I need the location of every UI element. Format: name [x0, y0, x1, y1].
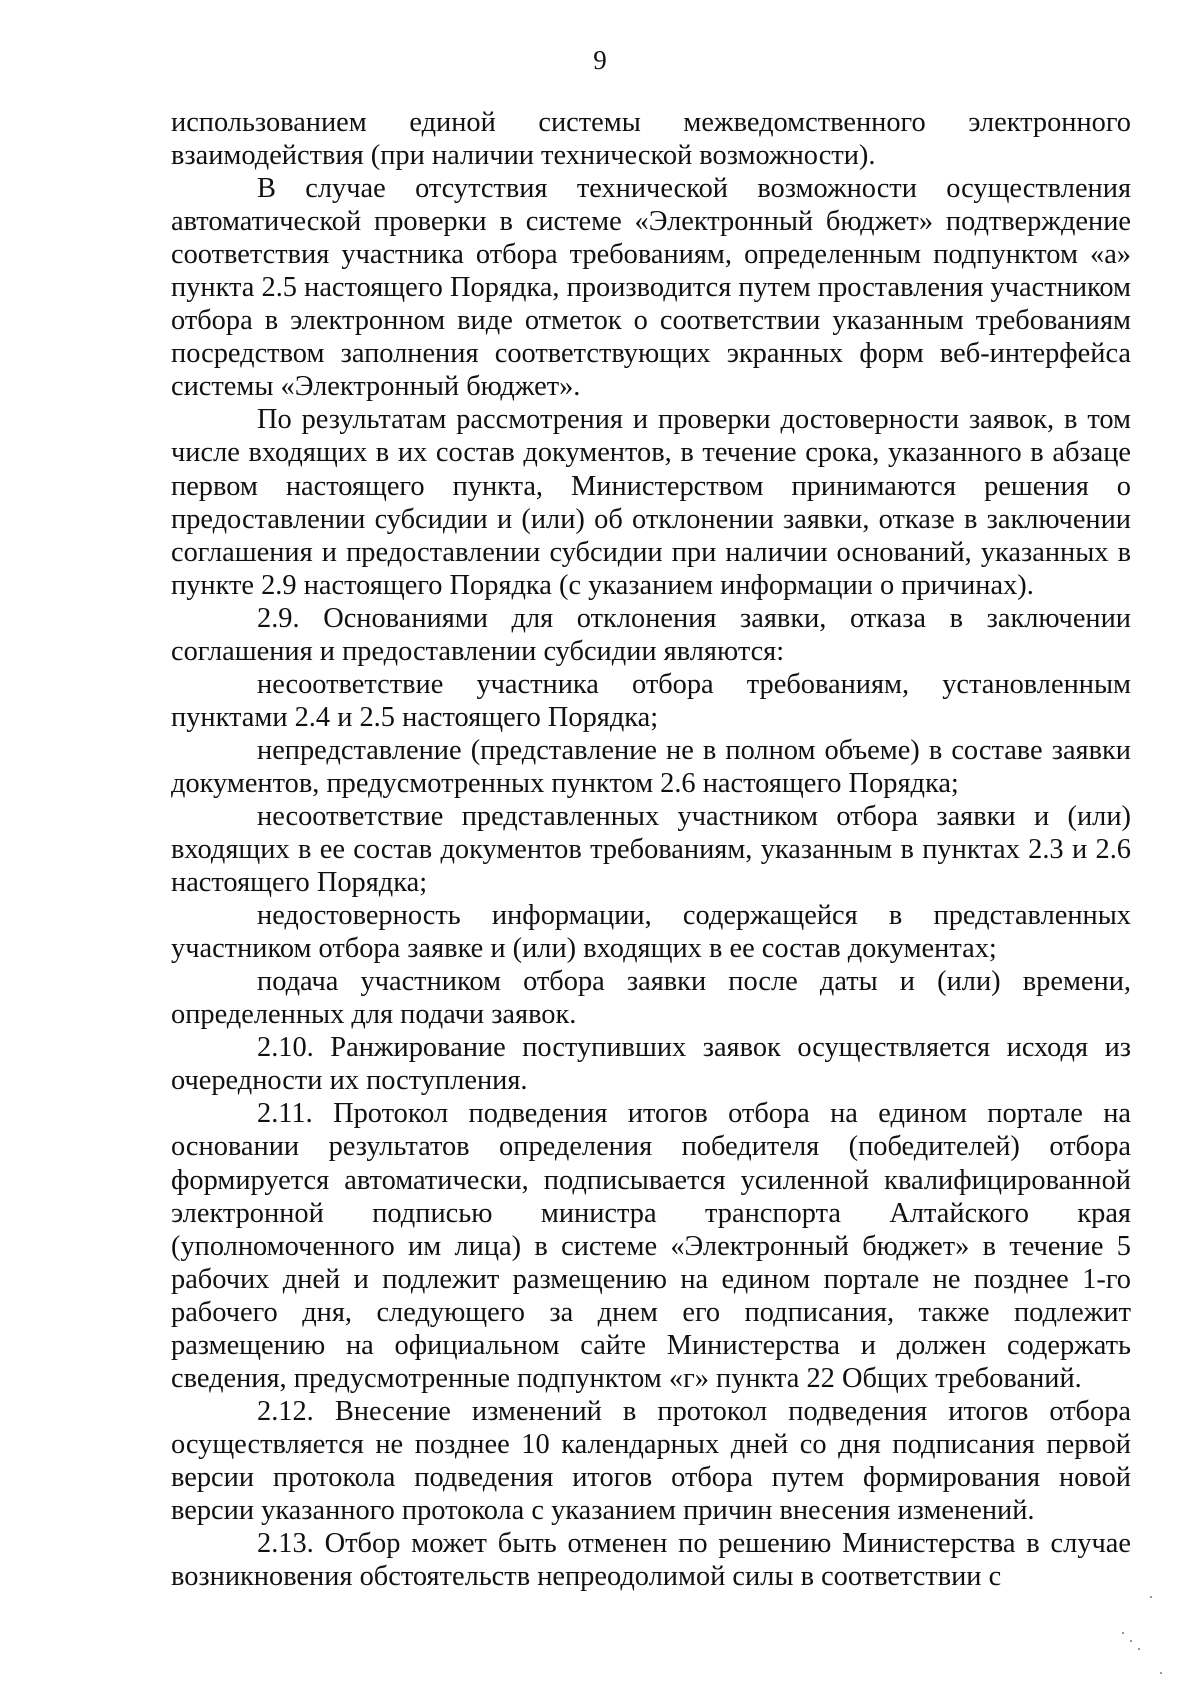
list-item: несоответствие участника отбора требованиям, установленным пунктами 2.4 и 2.5 настоящего Порядка; [171, 668, 1131, 733]
scan-speck [1130, 1640, 1132, 1642]
list-item: несоответствие представленных участником отбора заявки и (или) входящих в ее состав документов требованиям, указанным в пунктах 2.3 и 2.6 настоящего Порядка; [171, 800, 1131, 899]
document-body [171, 106, 1131, 1593]
paragraph: В случае отсутствия технической возможности осуществления автоматической проверки в системе «Электронный бюджет» подтверждение соответствия участника отбора требованиям, определенным подпунктом «а» пункта 2.5 настоящего Порядка, производится путем проставления участником отбора в электронном виде отметок о соответствии указанным требованиям посредством заполнения соответствующих экранных форм веб-интерфейса системы «Электронный бюджет». [171, 173, 1131, 403]
scan-speck [1160, 1672, 1162, 1674]
paragraph-clause-2-13: 2.13. Отбор может быть отменен по решению Министерства в случае возникновения обстоятельств непреодолимой силы в соответствии с [171, 1528, 1131, 1593]
scan-speck [1150, 1596, 1152, 1598]
paragraph-clause-2-12: 2.12. Внесение изменений в протокол подведения итогов отбора осуществляется не позднее 10 календарных дней со дня подписания первой версии протокола подведения итогов отбора путем формирования новой версии указанного протокола с указанием причин внесения изменений. [171, 1395, 1131, 1526]
paragraph-clause-2-10: 2.10. Ранжирование поступивших заявок осуществляется исходя из очередности их поступления. [171, 1032, 1131, 1097]
list-item: подача участником отбора заявки после даты и (или) времени, определенных для подачи заявок. [171, 966, 1131, 1031]
scan-speck [1122, 1632, 1124, 1634]
paragraph-clause-2-11: 2.11. Протокол подведения итогов отбора на едином портале на основании результатов определения победителя (победителей) отбора формируется автоматически, подписывается усиленной квалифицированной электронной подписью министра транспорта Алтайского края (уполномоченного им лица) в системе «Электронный бюджет» в течение 5 рабочих дней и подлежит размещению на едином портале не позднее 1-го рабочего дня, следующего за днем его подписания, также подлежит размещению на официальном сайте Министерства и должен содержать сведения, предусмотренные подпунктом «г» пункта 22 Общих требований. [171, 1098, 1131, 1394]
list-item: недостоверность информации, содержащейся в представленных участником отбора заявке и (или) входящих в ее состав документах; [171, 900, 1131, 965]
list-item: непредставление (представление не в полном объеме) в составе заявки документов, предусмотренных пунктом 2.6 настоящего Порядка; [171, 734, 1131, 799]
paragraph: использованием единой системы межведомственного электронного взаимодействия (при наличии технической возможности). [171, 107, 1131, 172]
scan-speck [1138, 1648, 1140, 1650]
page-number: 9 [593, 45, 607, 75]
paragraph: По результатам рассмотрения и проверки достоверности заявок, в том числе входящих в их состав документов, в течение срока, указанного в абзаце первом настоящего пункта, Министерством принимаются решения о предоставлении субсидии и (или) об отклонении заявки, отказе в заключении соглашения и предоставлении субсидии при наличии оснований, указанных в пункте 2.9 настоящего Порядка (с указанием информации о причинах). [171, 404, 1131, 601]
paragraph-clause-2-9: 2.9. Основаниями для отклонения заявки, отказа в заключении соглашения и предоставлении субсидии являются: [171, 602, 1131, 667]
